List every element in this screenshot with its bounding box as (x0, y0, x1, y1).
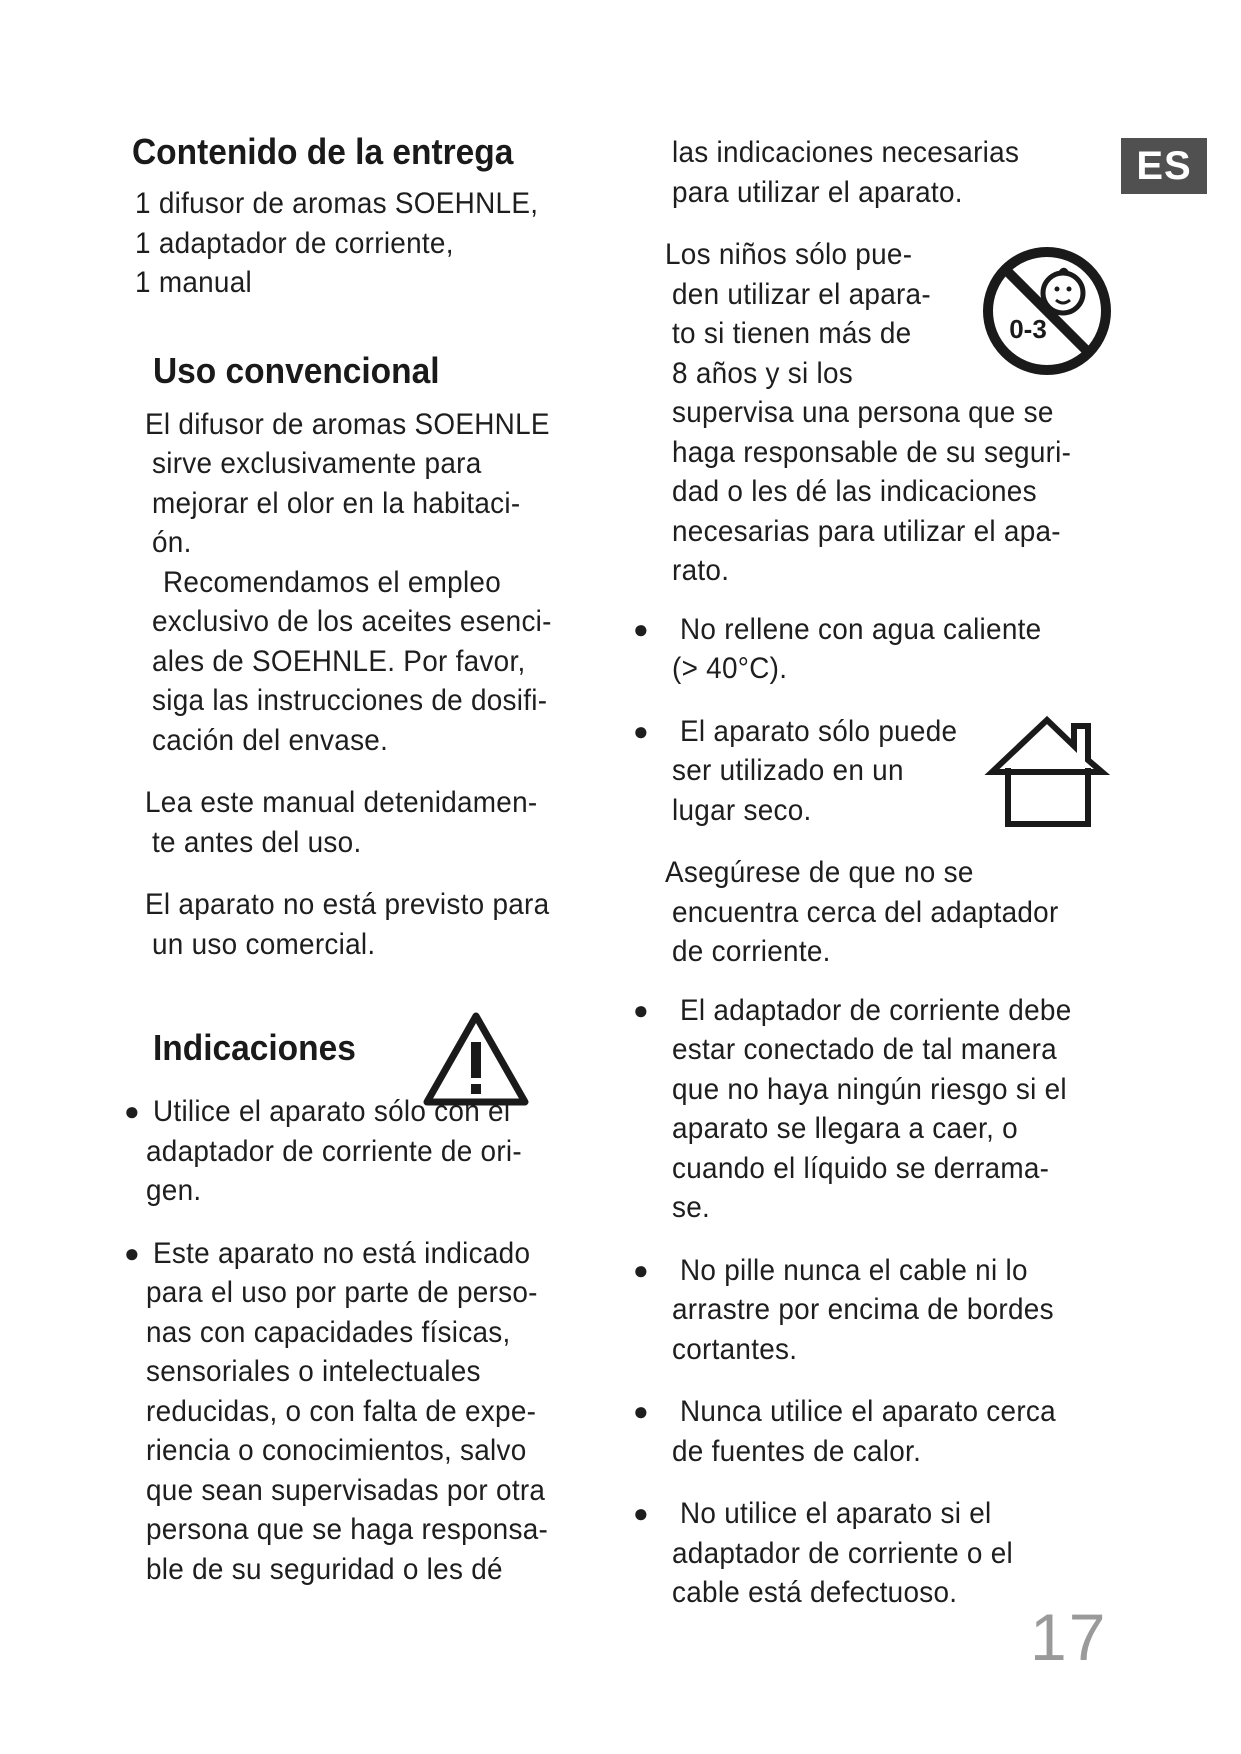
text-line: mejorar el olor en la habitaci- (152, 486, 521, 520)
bullet-item (124, 1092, 602, 1211)
text-line: Recomendamos el empleo (163, 565, 502, 599)
bullet-item (633, 1251, 1132, 1370)
text-line: te antes del uso. (152, 825, 362, 859)
text-line: haga responsable de su seguri- (672, 435, 1072, 469)
text-line: El aparato no está previsto para (145, 888, 550, 921)
text-line: un uso comercial. (152, 927, 376, 961)
text-line: Asegúrese de que no se (665, 856, 974, 889)
left-column (124, 130, 602, 1589)
text-line: cuando el líquido se derrama- (672, 1151, 1050, 1185)
text-line: dad o les dé las indicaciones (672, 475, 1037, 508)
contents-line: 1 adaptador de corriente, (135, 226, 454, 260)
language-badge: ES (1121, 138, 1207, 194)
text-line: para utilizar el aparato. (672, 175, 963, 209)
house-dry-place-icon (984, 712, 1110, 832)
text-line: se. (672, 1191, 711, 1224)
text-line: adaptador de corriente de ori- (146, 1134, 522, 1168)
text-line: encuentra cerca del adaptador (672, 895, 1059, 929)
text-line: El difusor de aromas SOEHNLE (145, 407, 550, 441)
bullet-dot: ● (633, 1498, 649, 1528)
text-line: No rellene con agua caliente (680, 612, 1042, 646)
text-line: ble de su seguridad o les dé (146, 1552, 503, 1586)
contents-heading: Contenido de la entrega (132, 131, 514, 172)
text-line: No pille nunca el cable ni lo (680, 1253, 1028, 1287)
bullet-dot: ● (633, 1396, 649, 1426)
text-line: reducidas, o con falta de expe- (146, 1394, 537, 1428)
text-line: de corriente. (672, 935, 831, 968)
text-line: nas con capacidades físicas, (146, 1315, 511, 1349)
text-line: ón. (152, 526, 192, 559)
text-line: que sean supervisadas por otra (146, 1473, 546, 1507)
text-line: 8 años y si los (672, 356, 853, 390)
text-line: to si tienen más de (672, 317, 912, 350)
use-paragraph-1 (145, 405, 602, 761)
right-paragraph-2 (665, 853, 1132, 972)
text-line: Lea este manual detenidamen- (145, 786, 538, 819)
text-line: lugar seco. (672, 793, 812, 827)
contents-line: 1 difusor de aromas SOEHNLE, (135, 187, 539, 220)
use-paragraph-3 (145, 783, 602, 862)
right-paragraph-1 (672, 133, 1132, 212)
text-line: que no haya ningún riesgo si el (672, 1072, 1067, 1106)
bullet-item (633, 991, 1132, 1228)
bullet-item (633, 610, 1132, 689)
text-line: (> 40°C). (672, 652, 788, 685)
use-paragraph-4 (145, 885, 602, 964)
text-line: sensoriales o intelectuales (146, 1355, 481, 1388)
text-line: Este aparato no está indicado (153, 1236, 531, 1270)
text-line: siga las instrucciones de dosifi- (152, 684, 548, 717)
text-line: de fuentes de calor. (672, 1434, 922, 1468)
text-line: para el uso por parte de perso- (146, 1276, 538, 1309)
bullet-dot: ● (633, 994, 649, 1025)
indications-heading: Indicaciones (153, 1027, 356, 1068)
text-line: adaptador de corriente o el (672, 1536, 1014, 1570)
text-line: den utilizar el apara- (672, 277, 931, 311)
text-line: cación del envase. (152, 723, 389, 757)
text-line: No utilice el aparato si el (680, 1497, 992, 1530)
use-heading: Uso convencional (153, 349, 440, 391)
text-line: rato. (672, 554, 730, 587)
text-line: gen. (146, 1174, 202, 1207)
text-line: arrastre por encima de bordes (672, 1293, 1054, 1326)
text-line: aparato se llegara a caer, o (672, 1112, 1018, 1145)
bullet-dot: ● (633, 613, 649, 644)
text-line: El adaptador de corriente debe (680, 993, 1072, 1027)
bullet-dot: ● (633, 715, 649, 746)
page-number: 17 (1030, 1600, 1108, 1674)
text-line: cable está defectuoso. (672, 1576, 958, 1609)
no-children-0-3-icon (980, 244, 1114, 378)
bullet-dot: ● (124, 1237, 140, 1268)
text-line: estar conectado de tal manera (672, 1033, 1057, 1066)
text-line: El aparato sólo puede (680, 714, 958, 748)
text-line: riencia o conocimientos, salvo (146, 1434, 527, 1467)
warning-triangle-icon (421, 1010, 531, 1108)
text-line: las indicaciones necesarias (672, 136, 1020, 169)
bullet-item (633, 1494, 1132, 1613)
bullet-dot: ● (124, 1096, 140, 1126)
text-line: cortantes. (672, 1332, 798, 1366)
bullet-item (633, 1392, 1132, 1471)
text-line: ales de SOEHNLE. Por favor, (152, 644, 526, 678)
bullet-dot: ● (633, 1254, 649, 1285)
age-label: 0-3 (1009, 314, 1047, 344)
text-line: supervisa una persona que se (672, 396, 1054, 429)
text-line: ser utilizado en un (672, 754, 904, 787)
text-line: exclusivo de los aceites esenci- (152, 605, 552, 638)
text-line: persona que se haga responsa- (146, 1513, 549, 1546)
text-line: Los niños sólo pue- (665, 238, 913, 271)
text-line: Nunca utilice el aparato cerca (680, 1395, 1056, 1428)
contents-list (135, 184, 602, 303)
text-line: sirve exclusivamente para (152, 447, 482, 480)
contents-line: 1 manual (135, 266, 253, 299)
bullet-item (124, 1234, 602, 1590)
text-line: necesarias para utilizar el apa- (672, 514, 1061, 548)
text-line: Utilice el aparato sólo con el (153, 1095, 511, 1128)
